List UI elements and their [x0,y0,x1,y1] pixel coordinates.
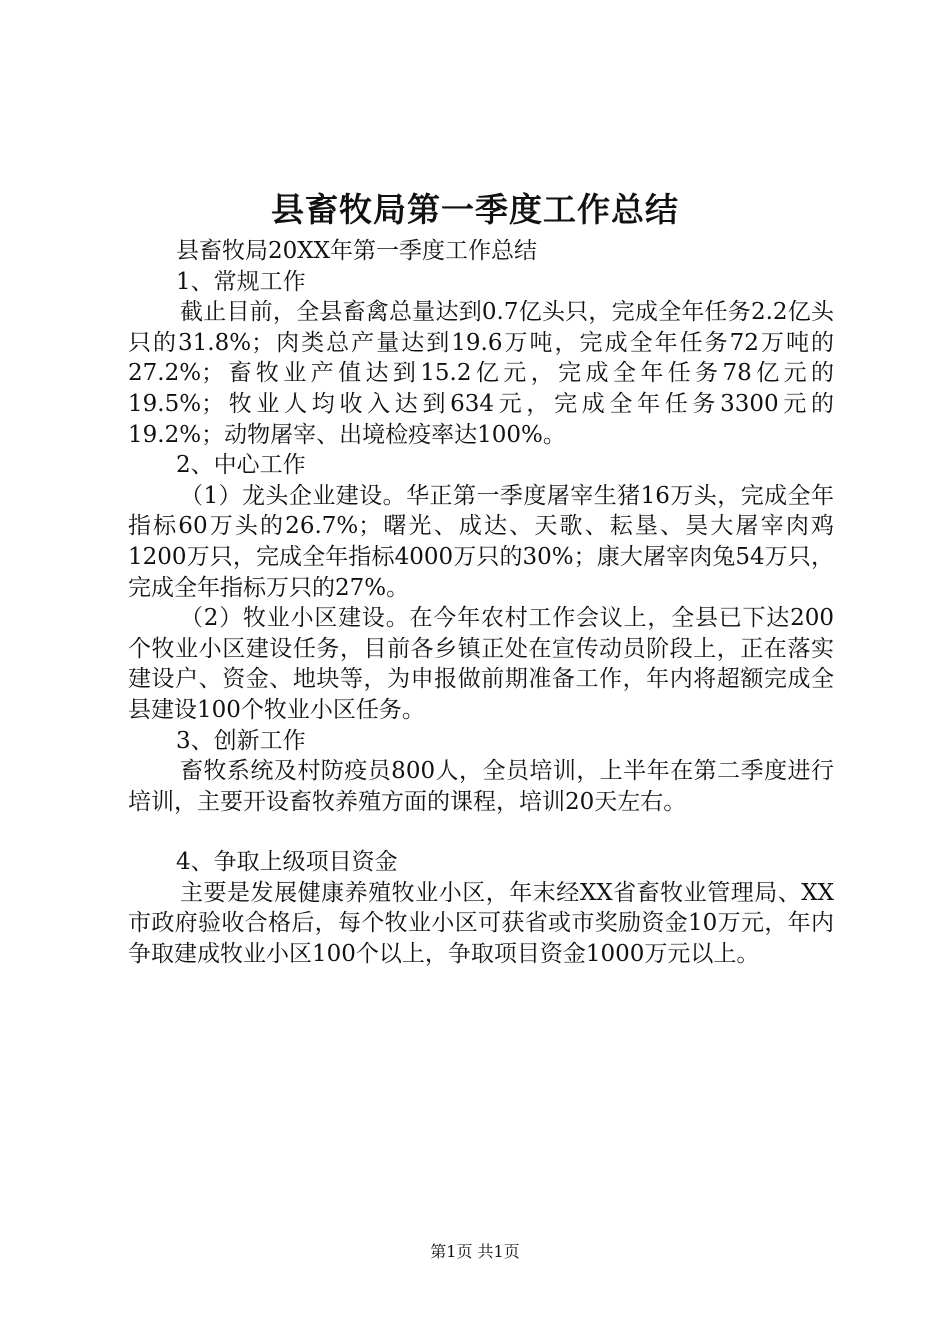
document-body [128,236,834,970]
page-number-footer: 第1页 共1页 [430,1242,520,1261]
section-paragraph-routine: 截止目前，全县畜禽总量达到0.7亿头只，完成全年任务2.2亿头只的31.8%；肉类总产量达到19.6万吨，完成全年任务72万吨的27.2%；畜牧业产值达到15.2亿元，完成全年任务78亿元的19.5%；牧业人均收入达到634元，完成全年任务3300元的19.2%；动物屠宰、出境检疫率达100%。 [128,299,834,448]
section-heading-innovation: 3、创新工作 [176,727,306,754]
section-heading-funding: 4、争取上级项目资金 [176,849,398,876]
section-paragraph-livestock-district: （2）牧业小区建设。在今年农村工作会议上，全县已下达200个牧业小区建设任务，目前各乡镇正处在宣传动员阶段上，正在落实建设户、资金、地块等，为申报做前期准备工作，年内将超额完成全县建设100个牧业小区任务。 [128,605,834,723]
section-heading-central: 2、中心工作 [176,452,306,479]
section-paragraph-innovation: 畜牧系统及村防疫员800人，全员培训，上半年在第二季度进行培训，主要开设畜牧养殖方面的课程，培训20天左右。 [128,758,834,815]
section-paragraph-funding: 主要是发展健康养殖牧业小区，年末经XX省畜牧业管理局、XX市政府验收合格后，每个牧业小区可获省或市奖励资金10万元，年内争取建成牧业小区100个以上，争取项目资金1000万元以上。 [128,879,834,968]
section-heading-routine: 1、常规工作 [176,268,306,295]
document-title: 县畜牧局第一季度工作总结 [271,190,679,229]
section-paragraph-leading-enterprise: （1）龙头企业建设。华正第一季度屠宰生猪16万头，完成全年指标60万头的26.7%；曙光、成达、天歌、耘垦、昊大屠宰肉鸡1200万只，完成全年指标4000万只的30%；康大屠宰肉兔54万只，完成全年指标万只的27%。 [128,482,834,601]
paragraph-spacer [128,817,834,847]
document-subtitle: 县畜牧局20XX年第一季度工作总结 [176,238,538,264]
